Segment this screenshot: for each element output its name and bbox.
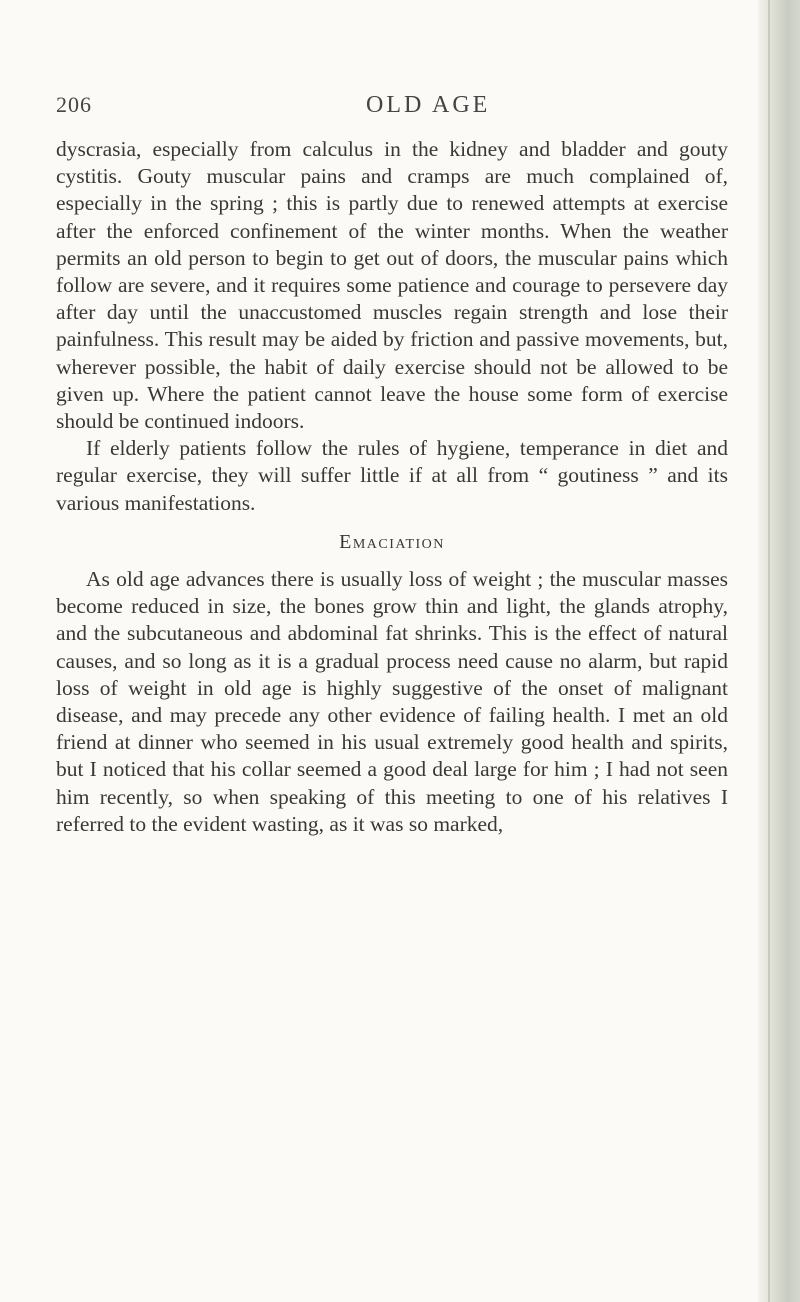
- page-number: 206: [56, 92, 92, 117]
- running-head: [56, 92, 728, 132]
- body-text: [56, 136, 728, 838]
- running-title: OLD AGE: [366, 92, 491, 118]
- page-edge-line: [768, 0, 770, 1302]
- paragraph-continued: dyscrasia, especially from calculus in the kidney and bladder and gouty cystitis. Gouty muscular pains and cramps are much complained of, especially in the spring ; this is partly due to renewed attempts at exercise after the enforced confinement of the winter months. When the weather permits an old person to begin to get out of doors, the muscular pains which follow are severe, and it requires some patience and courage to persevere day after day until the unaccustomed muscles regain strength and lose their painfulness. This result may be aided by friction and passive movements, but, wherever possible, the habit of daily exercise should not be allowed to be given up. Where the patient cannot leave the house some form of exercise should be continued indoors.: [56, 137, 728, 434]
- section-heading-emaciation: Emaciation: [339, 530, 445, 553]
- paragraph-emaciation: As old age advances there is usually loss of weight ; the muscular masses become reduced in size, the bones grow thin and light, the glands atrophy, and the subcutaneous and abdominal fat shrinks. This is the effect of natural causes, and so long as it is a gradual process need cause no alarm, but rapid loss of weight in old age is highly suggestive of the onset of malignant disease, and may precede any other evidence of failing health. I met an old friend at dinner who seemed in his usual extremely good health and spirits, but I noticed that his collar seemed a good deal large for him ; I had not seen him recently, so when speaking of this meeting to one of his relatives I referred to the evident wasting, as it was so marked,: [56, 567, 728, 836]
- paragraph-goutiness: If elderly patients follow the rules of hygiene, temperance in diet and regular exercise, they will suffer little if at all from “ goutiness ” and its various manifestations.: [56, 436, 728, 515]
- page-edge-shadow: [758, 0, 800, 1302]
